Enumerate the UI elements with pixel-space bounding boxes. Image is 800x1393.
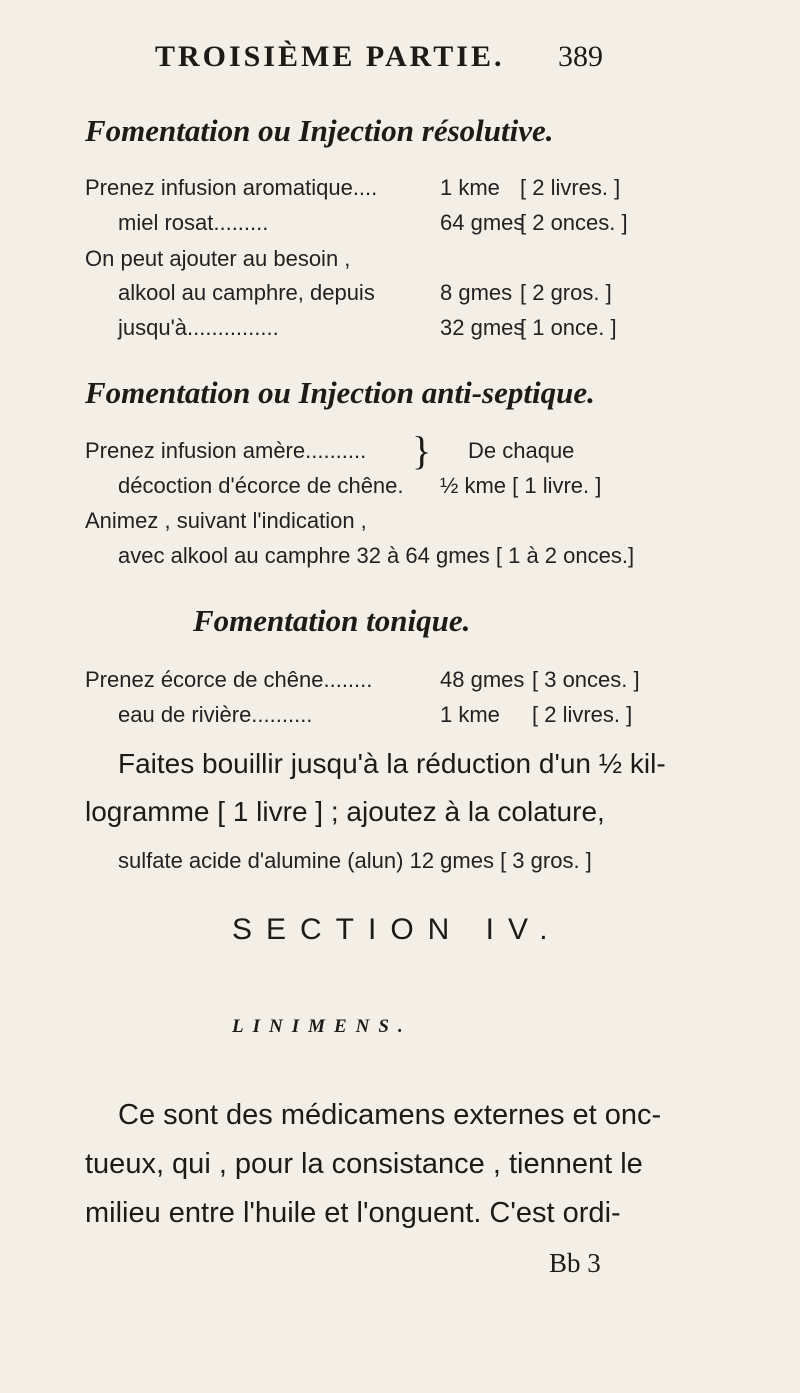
instruction-line: sulfate acide d'alumine (alun) 12 gmes [ 3 gros. ] [118, 848, 592, 873]
quantity: 48 gmes [440, 667, 525, 692]
ingredient-text: Animez , suivant l'indication , [85, 508, 367, 533]
old-unit: [ 2 livres. ] [520, 175, 621, 200]
quantity: 1 kme [440, 702, 500, 727]
old-unit: [ 1 once. ] [520, 315, 617, 340]
recipe-line [85, 175, 377, 201]
recipe-title-resolutive: Fomentation ou Injection résolutive. [85, 113, 554, 148]
ingredient-text: décoction d'écorce de chêne. [118, 473, 404, 498]
ingredient-text: On peut ajouter au besoin , [85, 246, 351, 271]
instruction-line: logramme [ 1 livre ] ; ajoutez à la colature, [85, 796, 605, 827]
ingredient-text: avec alkool au camphre 32 à 64 gmes [ 1 à 2 onces.] [118, 543, 635, 568]
quantity: 1 kme [440, 175, 500, 200]
old-unit: [ 2 gros. ] [520, 280, 612, 305]
quantity: 64 gmes [440, 210, 525, 235]
signature-mark: Bb 3 [549, 1248, 601, 1278]
body-paragraph-line: Ce sont des médicamens externes et onc- [118, 1099, 662, 1131]
quantity: ½ kme [ 1 livre. ] [440, 473, 602, 498]
ingredient-text: Prenez écorce de chêne........ [85, 667, 373, 692]
ingredient-text: eau de rivière.......... [118, 702, 313, 727]
ingredient-text: alkool au camphre, depuis [118, 280, 375, 305]
old-unit: [ 2 onces. ] [520, 210, 628, 235]
dose-note: De chaque [468, 438, 575, 463]
ingredient-text: jusqu'à............... [118, 315, 279, 340]
section-subheading: LINIMENS. [232, 1016, 412, 1037]
body-paragraph-line: milieu entre l'huile et l'onguent. C'est ordi- [85, 1197, 621, 1229]
old-unit: [ 2 livres. ] [532, 702, 633, 727]
instruction-line: Faites bouillir jusqu'à la réduction d'un ½ kil- [118, 748, 666, 779]
ingredient-text: Prenez infusion amère.......... [85, 438, 367, 463]
ingredient-text: Prenez infusion aromatique.... [85, 175, 378, 200]
quantity: 8 gmes [440, 280, 513, 305]
section-heading: SECTION IV. [232, 913, 562, 946]
ingredient-text: miel rosat......... [118, 210, 269, 235]
running-title: TROISIÈME PARTIE. [155, 40, 505, 73]
body-paragraph-line: tueux, qui , pour la consistance , tiennent le [85, 1148, 643, 1180]
recipe-title-antiseptique: Fomentation ou Injection anti-septique. [85, 375, 595, 410]
recipe-title-tonique: Fomentation tonique. [193, 603, 471, 638]
quantity: 32 gmes [440, 315, 525, 340]
old-unit: [ 3 onces. ] [532, 667, 640, 692]
page-number: 389 [558, 40, 603, 73]
brace-icon: } [412, 428, 432, 473]
